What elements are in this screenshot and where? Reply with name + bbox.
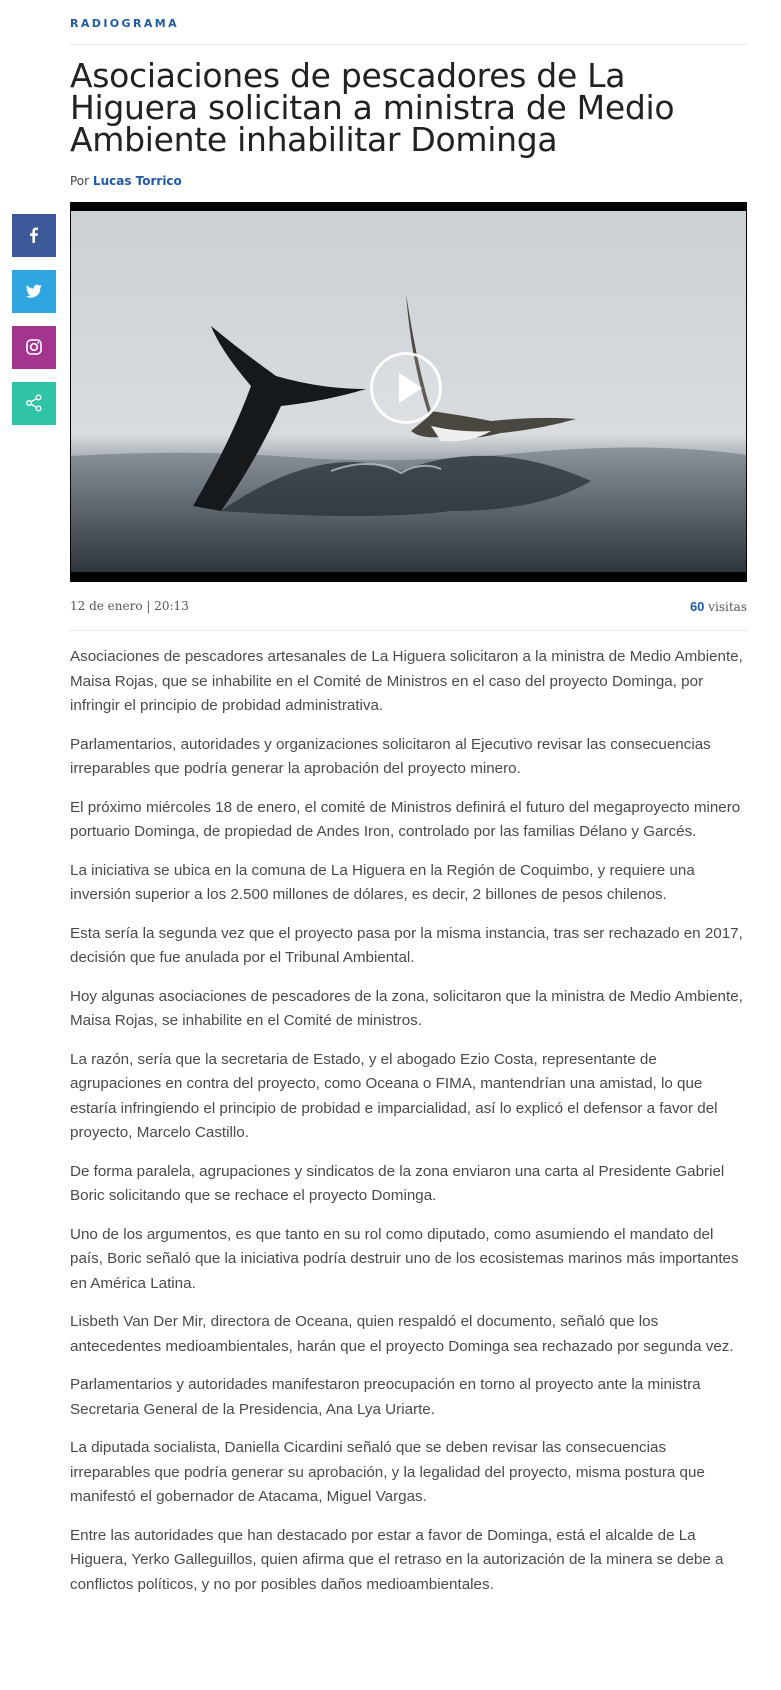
instagram-share-button[interactable]	[12, 326, 56, 369]
paragraph: Hoy algunas asociaciones de pescadores de la zona, solicitaron que la ministra de Medio Ambiente, Maisa Rojas, se inhabilite en el Comité de ministros.	[70, 987, 743, 1029]
section-label[interactable]: RADIOGRAMA	[70, 17, 180, 30]
paragraph: Uno de los argumentos, es que tanto en su rol como diputado, como asumiendo el mandato del país, Boric señaló que la iniciativa podría destruir uno de los ecosistemas marinos más importantes en América Latina.	[70, 1225, 739, 1292]
facebook-share-button[interactable]	[12, 214, 56, 257]
play-button[interactable]	[370, 352, 442, 424]
paragraph: La iniciativa se ubica en la comuna de La Higuera en la Región de Coquimbo, y requiere una inversión superior a los 2.500 millones de dólares, es decir, 2 billones de pesos chilenos.	[70, 861, 695, 903]
views-label: visitas	[708, 599, 747, 614]
byline-prefix: Por	[70, 174, 90, 188]
divider	[70, 44, 747, 45]
paragraph: Esta sería la segunda vez que el proyecto pasa por la misma instancia, tras ser rechazado en 2017, decisión que fue anulada por el Tribunal Ambiental.	[70, 924, 743, 966]
paragraph: Parlamentarios, autoridades y organizaciones solicitaron al Ejecutivo revisar las consecuencias irreparables que podría generar la aprobación del proyecto minero.	[70, 735, 711, 777]
article-meta	[70, 596, 747, 616]
paragraph: La diputada socialista, Daniella Cicardini señaló que se deben revisar las consecuencias irreparables que podría generar su aprobación, y la legalidad del proyecto, misma postura que manifestó el gobernador de Atacama, Miguel Vargas.	[70, 1439, 705, 1505]
paragraph: De forma paralela, agrupaciones y sindicatos de la zona enviaron una carta al Presidente Gabriel Boric solicitando que se rechace el proyecto Dominga.	[70, 1162, 725, 1204]
video-player[interactable]	[70, 202, 747, 582]
publish-date: 12 de enero | 20:13	[70, 599, 189, 613]
share-icon	[24, 393, 44, 413]
views-count: 60	[689, 598, 705, 614]
twitter-share-button[interactable]	[12, 270, 56, 313]
paragraph: Asociaciones de pescadores artesanales de La Higuera solicitaron a la ministra de Medio Ambiente, Maisa Rojas, que se inhabilite en el Comité de Ministros en el caso del proyecto Dominga, por infringir el principio de probidad administrativa.	[70, 648, 743, 714]
share-sidebar	[12, 214, 56, 438]
paragraph: Entre las autoridades que han destacado por estar a favor de Dominga, está el alcalde de La Higuera, Yerko Galleguillos, quien afirma que el retraso en la autorización de la minera se debe a conflictos políticos, y no por posibles daños medioambientales.	[70, 1526, 724, 1593]
article-container	[70, 0, 747, 1611]
byline	[70, 174, 747, 188]
article-body	[70, 645, 747, 1597]
author-link[interactable]: Lucas Torrico	[92, 174, 182, 188]
paragraph: Lisbeth Van Der Mir, directora de Oceana, quien respaldó el documento, señaló que los antecedentes medioambientales, harán que el proyecto Dominga sea rechazado por segunda vez.	[70, 1313, 734, 1355]
paragraph: La razón, sería que la secretaria de Estado, y el abogado Ezio Costa, representante de agrupaciones en contra del proyecto, como Oceana o FIMA, mantendrían una amistad, lo que estaría infringiendo el principio de probidad e imparcialidad, así lo explicó el defensor a favor del proyecto, Marcelo Castillo.	[70, 1050, 718, 1141]
twitter-icon	[24, 281, 44, 301]
paragraph: El próximo miércoles 18 de enero, el comité de Ministros definirá el futuro del megaproyecto minero portuario Dominga, de propiedad de Andes Iron, controlado por las familias Délano y Garcés.	[70, 798, 741, 840]
view-counter	[690, 599, 747, 614]
divider	[70, 630, 747, 631]
article-title: Asociaciones de pescadores de La Higuera solicitan a ministra de Medio Ambiente inhabilitar Dominga	[70, 56, 675, 159]
instagram-icon	[24, 337, 44, 357]
paragraph: Parlamentarios y autoridades manifestaron preocupación en torno al proyecto ante la ministra Secretaria General de la Presidencia, Ana Lya Uriarte.	[70, 1376, 701, 1418]
facebook-icon	[24, 225, 44, 245]
share-more-button[interactable]	[12, 382, 56, 425]
play-icon	[373, 355, 439, 421]
